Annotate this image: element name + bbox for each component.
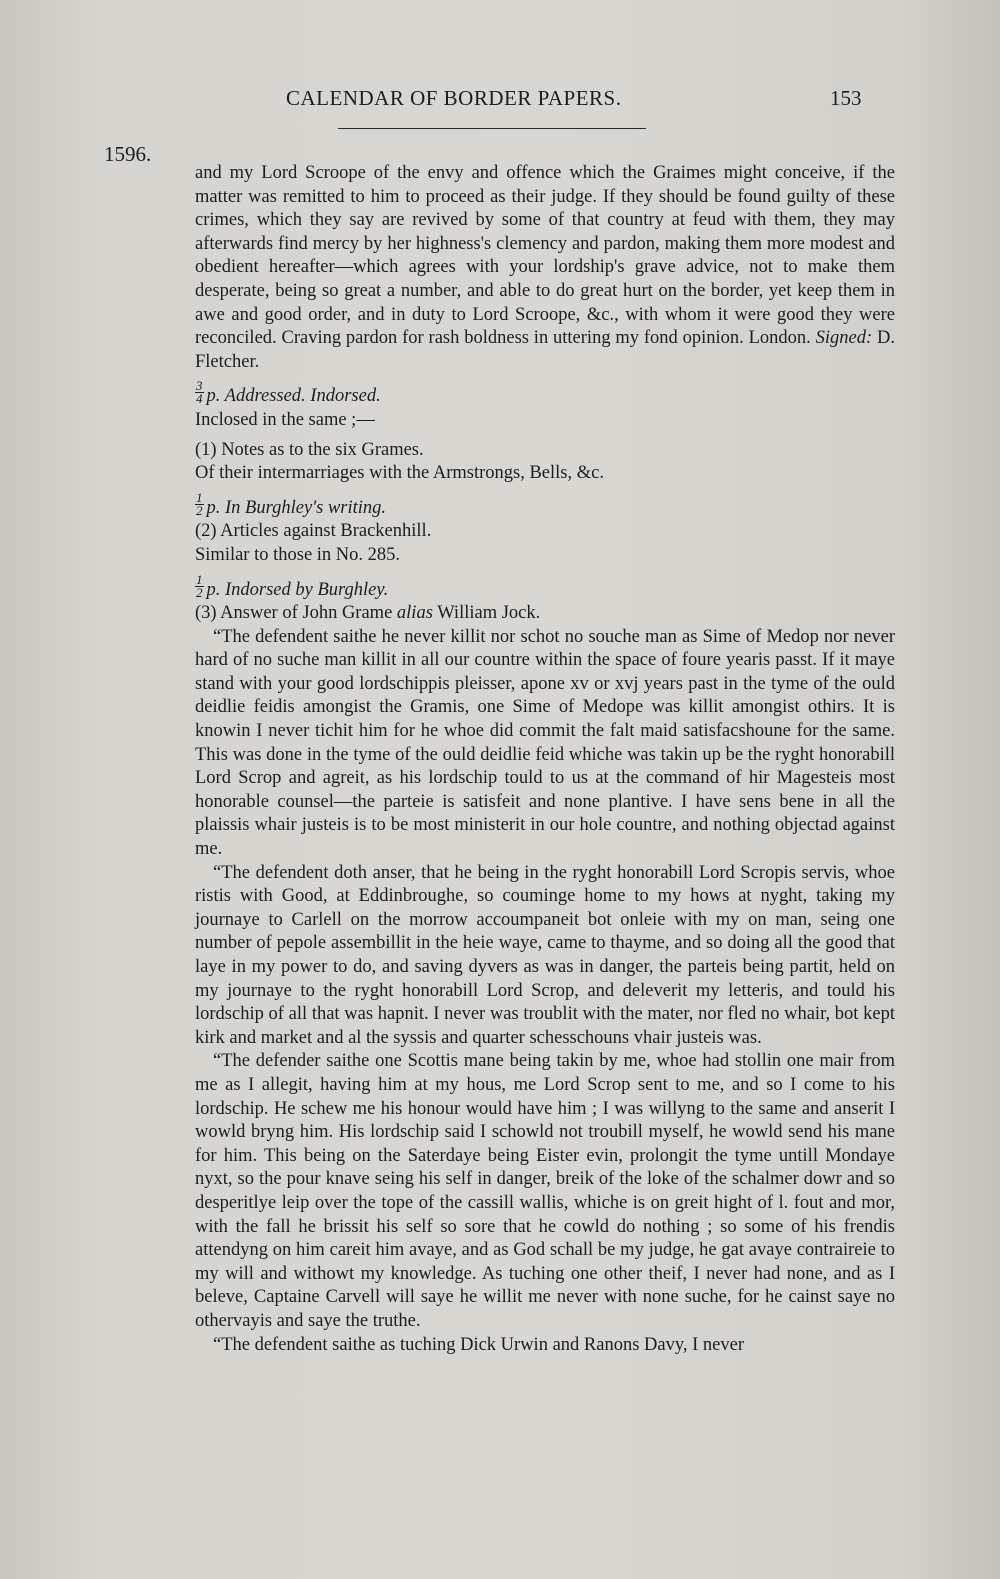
fraction-three-quarters: $\frac{3}{4}$ [196,378,203,407]
margin-year: 1596. [104,142,152,166]
body-text [195,162,895,1357]
fraction-half: $\frac{1}{2}$ [196,489,203,518]
endorsement-note-3: $\frac{1}{2}$ p. Indorsed by Burghley. [196,571,389,600]
endorsement-note-2: $\frac{1}{2}$ p. In Burghley's writing. [196,489,387,518]
enclosure-1-title: (1) Notes as to the six Grames. [195,439,424,460]
opening-paragraph-text: and my Lord Scroope of the envy and offence which the Graimes might conceive, if the matter was remitted to him to proceed as their judge. If they should be found guilty of these crimes, which they say are revived by some of that country at feud with them, they may afterwards find mercy by her highness's clemency and pardon, making them more modest and obedient hereafter—which agrees with your lordship's grave advice, not to make them desperate, being so great a number, and able to do great hurt on the border, yet keep them in awe and good order, and in duty to Lord Scroope, &c., with whom it were good they were reconciled. Craving pardon for rash boldness in uttering my fond opinion. London. [195,163,895,349]
answer-paragraph: “The defendent saithe as tuching Dick Urwin and Ranons Davy, I never [213,1334,745,1355]
signed-name: D. Fletcher. [195,328,896,372]
opening-paragraph [195,162,895,374]
inclosed-line: Inclosed in the same ;— [195,409,375,430]
enclosure-3-title: (3) Answer of John Grame alias William Jock. [195,603,541,624]
enclosure-2-description: Similar to those in No. 285. [195,544,401,565]
running-title: CALENDAR OF BORDER PAPERS. [286,86,622,110]
page-number: 153 [830,86,862,110]
signed-label: Signed: [815,328,873,349]
enclosure-1-description: Of their intermarriages with the Armstrongs, Bells, &c. [195,463,604,484]
answer-paragraph: “The defender saithe one Scottis mane being takin by me, whoe had stollin one mair from me as I allegit, having him at my hous, me Lord Scrop sent to me, and so I come to his lordschip. He schew me his honour would have him ; I was willyng to the same and anserit I wowld bryng him. His lordschip said I schowld not troubill myself, he wowld send his mane for him. This being on the Saterdaye being Eister evin, prolongit the tyme untill Mondaye nyxt, so the pour knave seing his self in danger, breik of the loke of the schalmer dowr and so desperitlye leip over the tope of the cassill wallis, whiche is on greit hight of l. fout and mor, with the fall he brissit his self so sore that he cowld do nothing ; so some of his frendis attendyng on him careit him avaye, and as God schall be my judge, he gat avaye contraireie to my will and withowt my knowledge. As tuching one other theif, I never had none, and as I beleve, Captaine Carvell will saye he willit me never with none suche, for he cainst saye no othervayis and saye the truthe. [195,1051,895,1331]
enclosure-2-title: (2) Articles against Brackenhill. [195,521,432,542]
answer-paragraph: “The defendent saithe he never killit nor schot no souche man as Sime of Medop nor never hard of no suche man killit in all our countre within the space of foure yearis passt. If it maye stand with your good lordschippis pleisser, apone xv or xvj years past in the tyme of the ould deidlie feidis amongist the Gramis, one Sime of Medope was killit amongist othirs. It is knowin I never tichit him for he whoe did commit the falt maid satisfacshoune for the same. This was done in the tyme of the ould deidlie feid whiche was takin up be the ryght honorabill Lord Scrop and agreit, as his lordschip tould to us at the command of hir Magesteis most honorable counsel—the parteie is satisfeit and none plantive. I have sens bene in all the plaissis whair justeis is to be most ministerit in our hole countre, and nothing objectad against me. [195,626,895,860]
fraction-half: $\frac{1}{2}$ [196,571,203,600]
header-rule [338,128,646,129]
endorsement-note-1: $\frac{3}{4}$ p. Addressed. Indorsed. [196,378,381,407]
answer-paragraph: “The defendent doth anser, that he being in the ryght honorabill Lord Scropis servis, whoe ristis with Good, at Eddinbroughe, so couminge home to my hows at nyght, taking my journaye to Carlell on the morrow accoumpaneit bot onleie with my on man, seing one number of pepole assembillit in the heie waye, came to thayme, and so doing all the good that laye in my power to do, and saving dyvers as was in danger, the parteis being partit, held on my journaye to the ryght honorabill Lord Scrop, and deleverit my letteris, and tould his lordschip of all that was hapnit. I never was troublit with the mater, nor fled no whair, bot kept kirk and market and al the syssis and quarter schesschouns vhair justeis was. [195,862,895,1048]
